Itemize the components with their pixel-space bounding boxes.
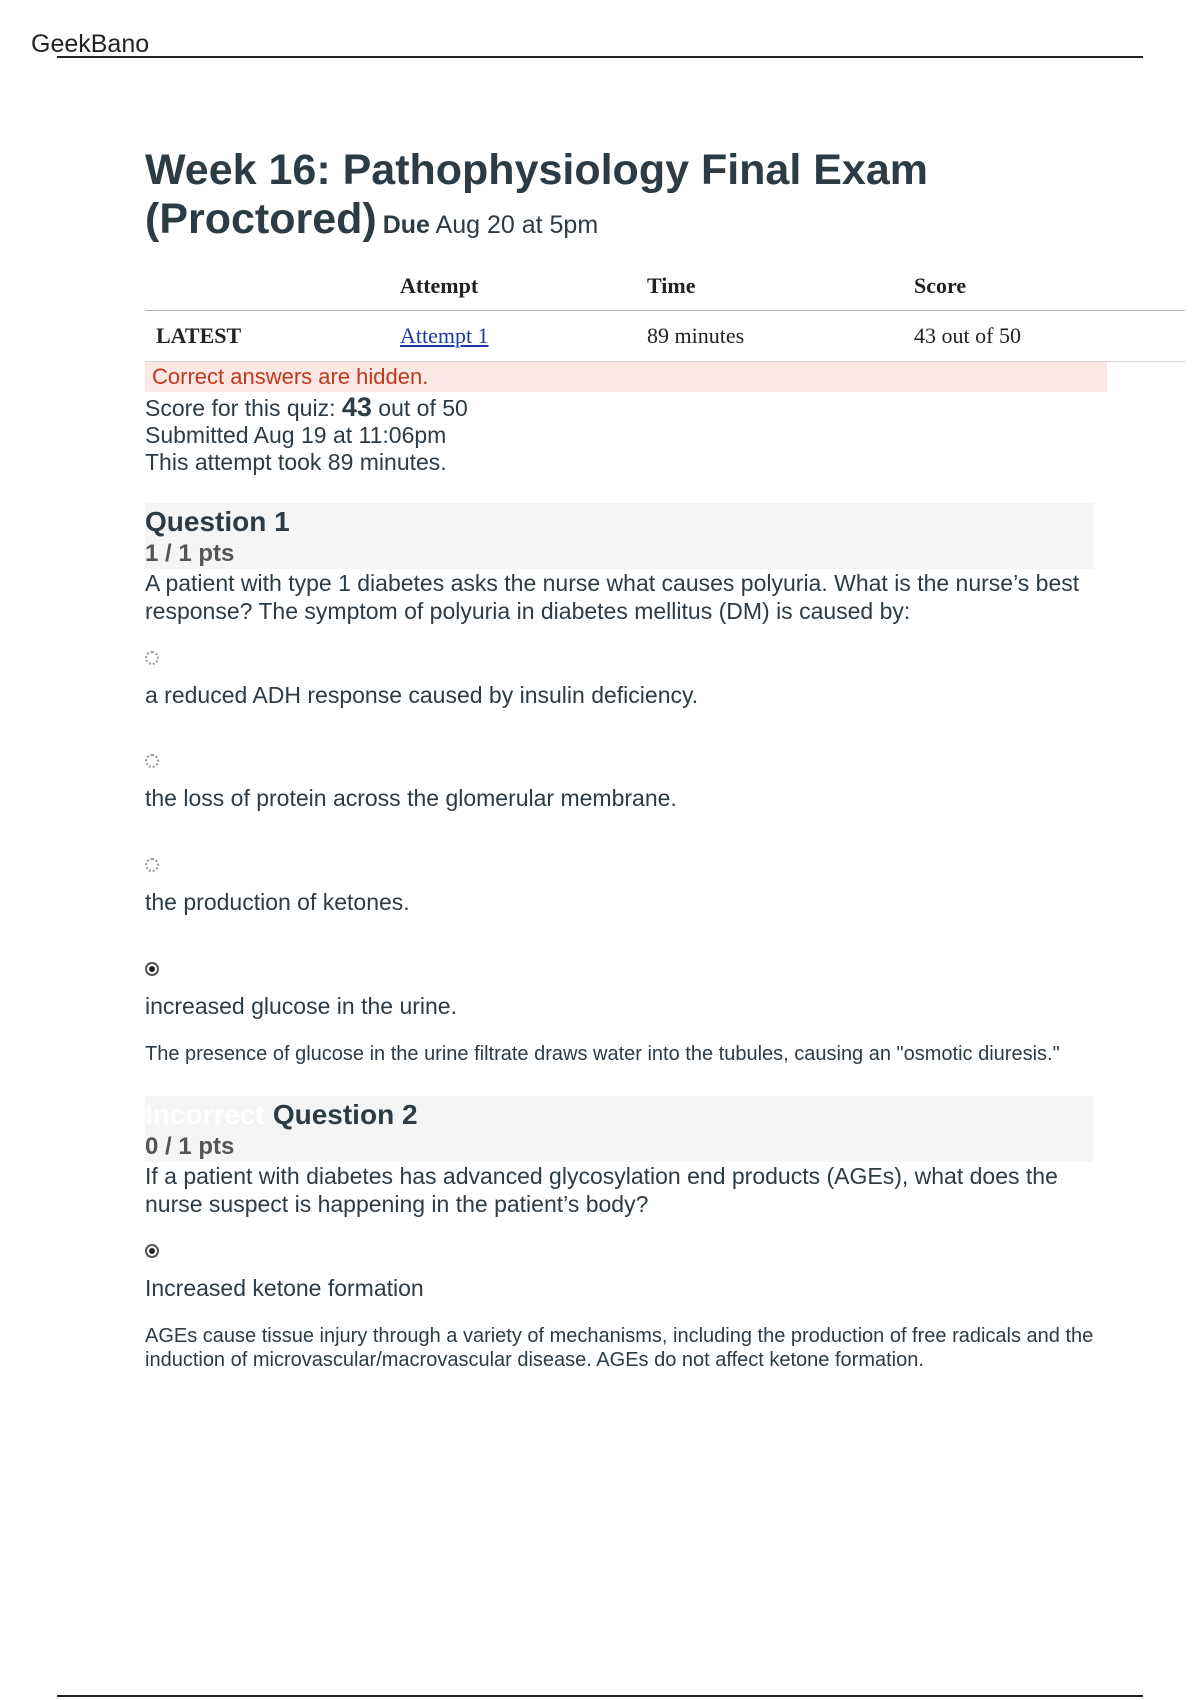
question-title: Question 1 <box>145 506 290 537</box>
score-value: 43 <box>341 392 372 422</box>
answer-option-text: a reduced ADH response caused by insulin deficiency. <box>145 682 699 708</box>
answer-option-selected[interactable] <box>145 1244 1190 1302</box>
radio-button-selected[interactable] <box>145 962 159 976</box>
duration-line: This attempt took 89 minutes. <box>145 449 447 475</box>
answer-option[interactable] <box>145 858 1190 916</box>
question-header <box>145 503 1093 569</box>
radio-button[interactable] <box>145 858 159 872</box>
question-title: Question 2 <box>272 1099 418 1130</box>
radio-button[interactable] <box>145 651 159 665</box>
question-points: 0 / 1 pts <box>145 1133 235 1160</box>
radio-button-selected[interactable] <box>145 1244 159 1258</box>
answer-option[interactable] <box>145 651 1190 709</box>
question-1 <box>145 503 1190 1066</box>
attempt-score: 43 out of 50 <box>914 323 1021 348</box>
quiz-summary <box>145 394 1190 476</box>
bottom-divider <box>57 1695 1143 1697</box>
answer-feedback: AGEs cause tissue injury through a variety of mechanisms, including the production of free radicals and the induction of microvascular/macrovascular disease. AGEs do not affect ketone formation. <box>145 1325 1094 1371</box>
radio-button[interactable] <box>145 754 159 768</box>
answer-option-text: the production of ketones. <box>145 889 410 915</box>
attempt-link[interactable]: Attempt 1 <box>400 323 489 348</box>
question-text: A patient with type 1 diabetes asks the nurse what causes polyuria. What is the nurse’s best response? The symptom of polyuria in diabetes mellitus (DM) is caused by: <box>145 570 1080 624</box>
header-empty <box>145 262 399 311</box>
answer-option-text: Increased ketone formation <box>145 1275 424 1301</box>
header-attempt: Attempt <box>400 273 479 298</box>
question-points: 1 / 1 pts <box>145 540 235 567</box>
attempt-time: 89 minutes <box>647 323 745 348</box>
attempt-row-label: LATEST <box>156 323 242 348</box>
attempts-table <box>145 262 1185 362</box>
table-row <box>145 311 1185 362</box>
due-label: Due <box>382 211 430 239</box>
answer-option[interactable] <box>145 754 1190 812</box>
answer-option-selected[interactable] <box>145 962 1190 1020</box>
question-2 <box>145 1096 1190 1372</box>
score-line <box>145 394 1190 422</box>
question-text: If a patient with diabetes has advanced glycosylation end products (AGEs), what does the nurse suspect is happening in the patient’s body? <box>145 1163 1058 1217</box>
score-suffix: out of 50 <box>371 395 468 421</box>
top-divider <box>57 56 1143 58</box>
quiz-results <box>145 146 1190 1372</box>
due-value: Aug 20 at 5pm <box>435 211 599 239</box>
exam-title: Week 16: Pathophysiology Final Exam (Proctored) <box>145 146 928 243</box>
question-header <box>145 1096 1093 1162</box>
header-time: Time <box>647 273 696 298</box>
score-prefix: Score for this quiz: <box>145 395 342 421</box>
attempts-header-row <box>145 262 1185 311</box>
brand-name: GeekBano <box>31 30 150 58</box>
question-title-row <box>145 1098 1093 1132</box>
answer-feedback: The presence of glucose in the urine filtrate draws water into the tubules, causing an "osmotic diuresis." <box>145 1043 1060 1065</box>
incorrect-tag: Incorrect <box>145 1099 265 1130</box>
header-score: Score <box>914 273 967 298</box>
answer-option-text: increased glucose in the urine. <box>145 993 457 1019</box>
page-title <box>145 146 1190 250</box>
answers-hidden-banner: Correct answers are hidden. <box>145 362 1107 392</box>
answer-option-text: the loss of protein across the glomerular membrane. <box>145 785 677 811</box>
due-date <box>383 211 598 239</box>
submitted-line: Submitted Aug 19 at 11:06pm <box>145 422 447 448</box>
